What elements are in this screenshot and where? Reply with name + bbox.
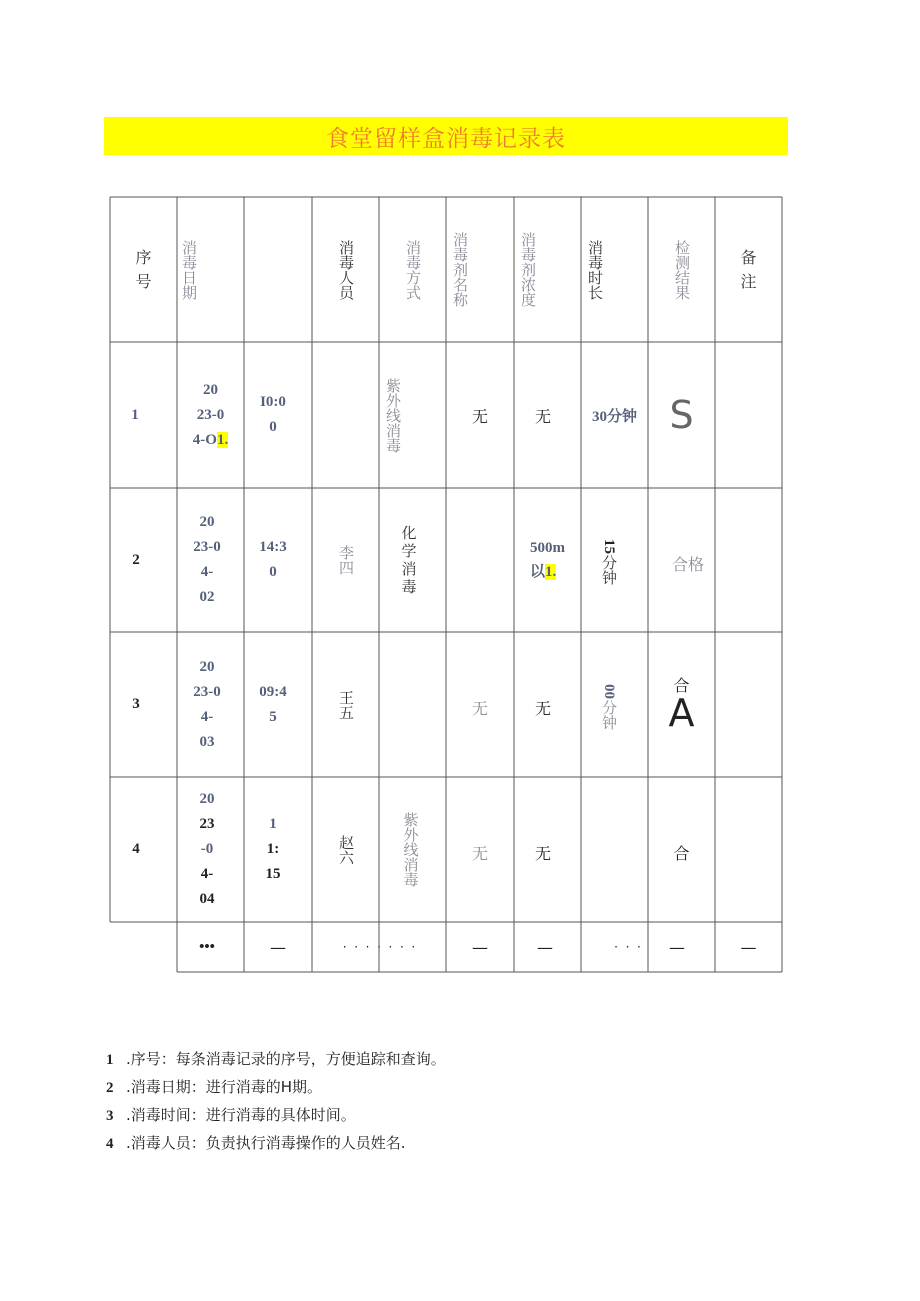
row4-date: 20 23 -0 4- 04 [199,791,215,907]
row3-result: 合 A [668,675,695,735]
note-item: 2 .消毒日期：进行消毒的H期。 [106,1078,323,1096]
row1-method: 紫外线消毒 [384,377,402,453]
highlight-mark: 1. [545,564,557,580]
row4-result: 合 [673,843,690,863]
highlight-mark: 1. [216,431,229,448]
footer-conc-dash: — [537,937,553,957]
header-agent: 消毒剂名称 [451,232,469,307]
header-person: 消毒人员 [337,239,355,300]
header-duration: 消毒时长 [586,239,604,300]
header-result: 检测结果 [673,239,691,300]
row1-no: 1 [131,406,139,423]
footer-agent-dash: — [472,937,488,957]
row3-agent: 无 [471,698,488,718]
row3-person: 王五 [337,689,355,720]
footer-duration-dots: · · · [614,940,641,954]
header-concentration: 消毒剂浓度 [519,232,537,307]
footer-remark-dash: — [740,937,757,957]
row1-date: 20 23-0 4-O1. [192,381,229,448]
row3-concentration: 无 [534,698,551,718]
row4-person: 赵六 [337,834,355,865]
row4-method: 紫外线消毒 [401,812,420,887]
row4-no: 4 [132,841,140,857]
row3-duration: 00 分钟 [600,683,618,730]
row1-time: I0:00 [260,394,286,435]
note-item: 4 .消毒人员：负责执行消毒操作的人员姓名. [106,1134,406,1152]
row2-date: 20 23-0 4- 02 [193,514,221,605]
row1-concentration: 无 [534,406,551,426]
row3-no: 3 [132,696,140,712]
footer-person-dots: · · · · · · · [342,940,416,954]
note-item: 3 .消毒时间：进行消毒的具体时间。 [106,1106,356,1124]
row3-time: 09:45 [259,683,287,725]
row2-method: 化学消毒 [401,524,417,596]
row2-time: 14:30 [259,539,287,580]
header-method: 消毒方式 [404,239,422,300]
footer-date-ellipsis: ••• [199,938,215,955]
row1-result: S [669,393,694,437]
row4-agent: 无 [471,843,488,863]
note-item: 1 .序号：每条消毒记录的序号，方便追踪和查询。 [106,1050,446,1068]
row2-concentration: 500m 以1. [530,540,565,580]
page-title: 食堂留样盒消毒记录表 [326,126,566,152]
header-no: 序号 [135,247,152,291]
footer-time-dash: — [270,937,286,957]
row2-result: 合格 [671,554,704,574]
footer-result-dash: — [669,937,685,957]
header-date: 消毒日期 [180,239,198,300]
row2-duration: 15 分钟 [600,539,618,585]
header-remark: 备注 [740,247,757,291]
title-bar [104,117,788,155]
row3-date: 20 23-0 4- 03 [193,658,221,750]
row2-person: 李四 [337,545,355,575]
row1-agent: 无 [471,406,488,426]
row4-concentration: 无 [534,843,551,863]
row1-duration: 30分钟 [591,408,637,425]
notes-list [106,1048,446,1160]
row2-no: 2 [132,551,140,568]
row4-time: 1 1: 15 [265,816,281,882]
